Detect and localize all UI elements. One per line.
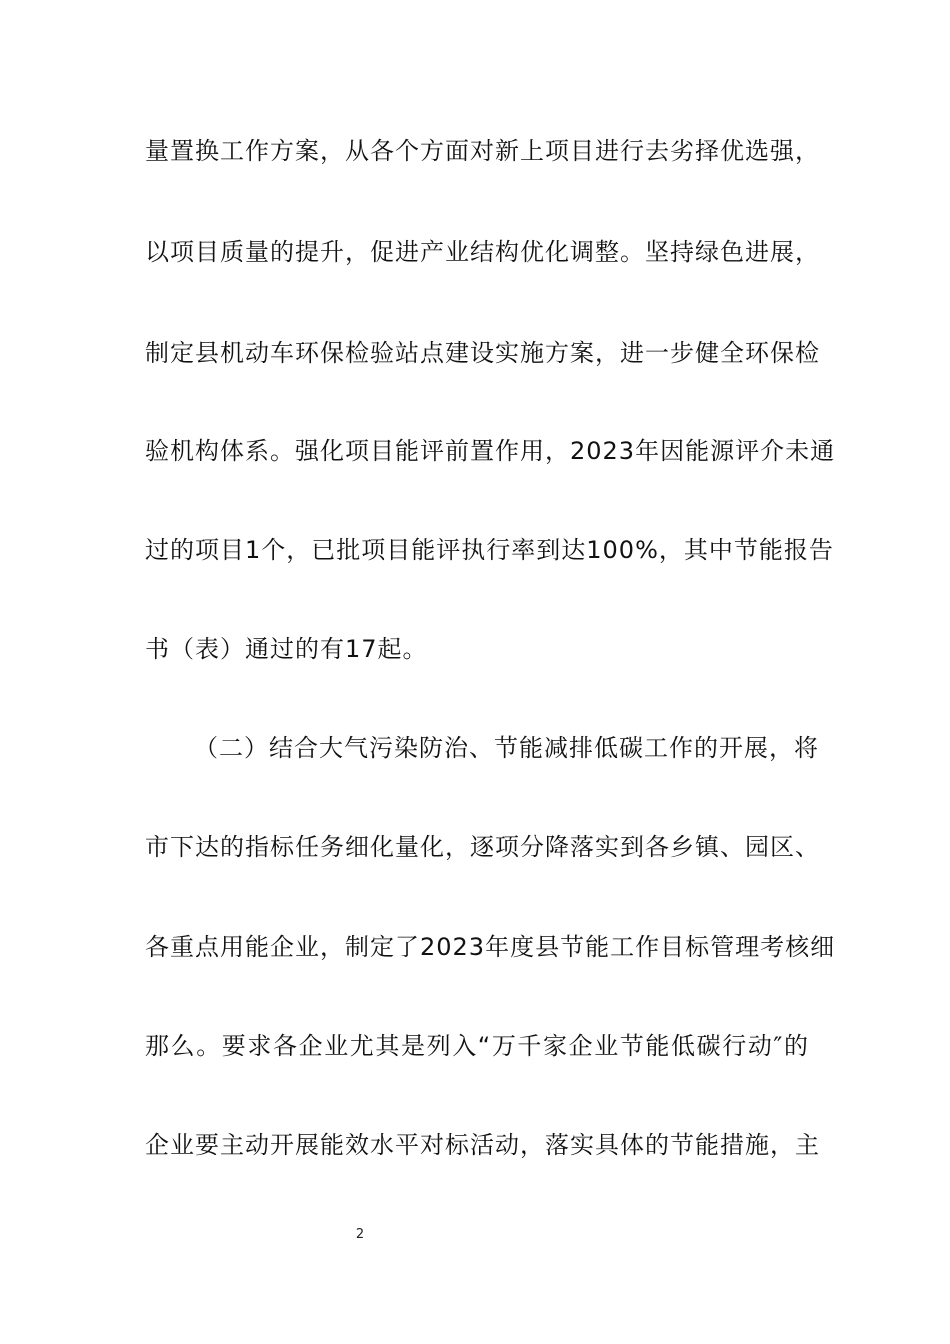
- text-line-11: 企业要主动开展能效水平对标活动，落实具体的节能措施，主: [145, 1131, 820, 1159]
- text-line-4: 验机构体系。强化项目能评前置作用，2023年因能源评介未通: [145, 437, 836, 465]
- page-number: 2: [355, 1227, 365, 1242]
- text-line-8: 市下达的指标任务细化量化，逐项分降落实到各乡镇、园区、: [145, 833, 820, 861]
- text-line-1: 量置换工作方案，从各个方面对新上项目进行去劣择优选强，: [145, 137, 820, 165]
- text-line-10: 那么。要求各企业尤其是列入“万千家企业节能低碳行动″的: [145, 1032, 809, 1060]
- text-line-6: 书（表）通过的有17起。: [145, 635, 428, 663]
- text-line-5: 过的项目1个，已批项目能评执行率到达100%，其中节能报告: [145, 536, 834, 564]
- text-line-9: 各重点用能企业，制定了2023年度县节能工作目标管理考核细: [145, 933, 836, 961]
- text-line-3: 制定县机动车环保检验站点建设实施方案，进一步健全环保检: [145, 339, 820, 367]
- text-line-7: （二）结合大气污染防治、节能减排低碳工作的开展，将: [194, 734, 819, 762]
- text-line-2: 以项目质量的提升，促进产业结构优化调整。坚持绿色进展，: [145, 238, 820, 266]
